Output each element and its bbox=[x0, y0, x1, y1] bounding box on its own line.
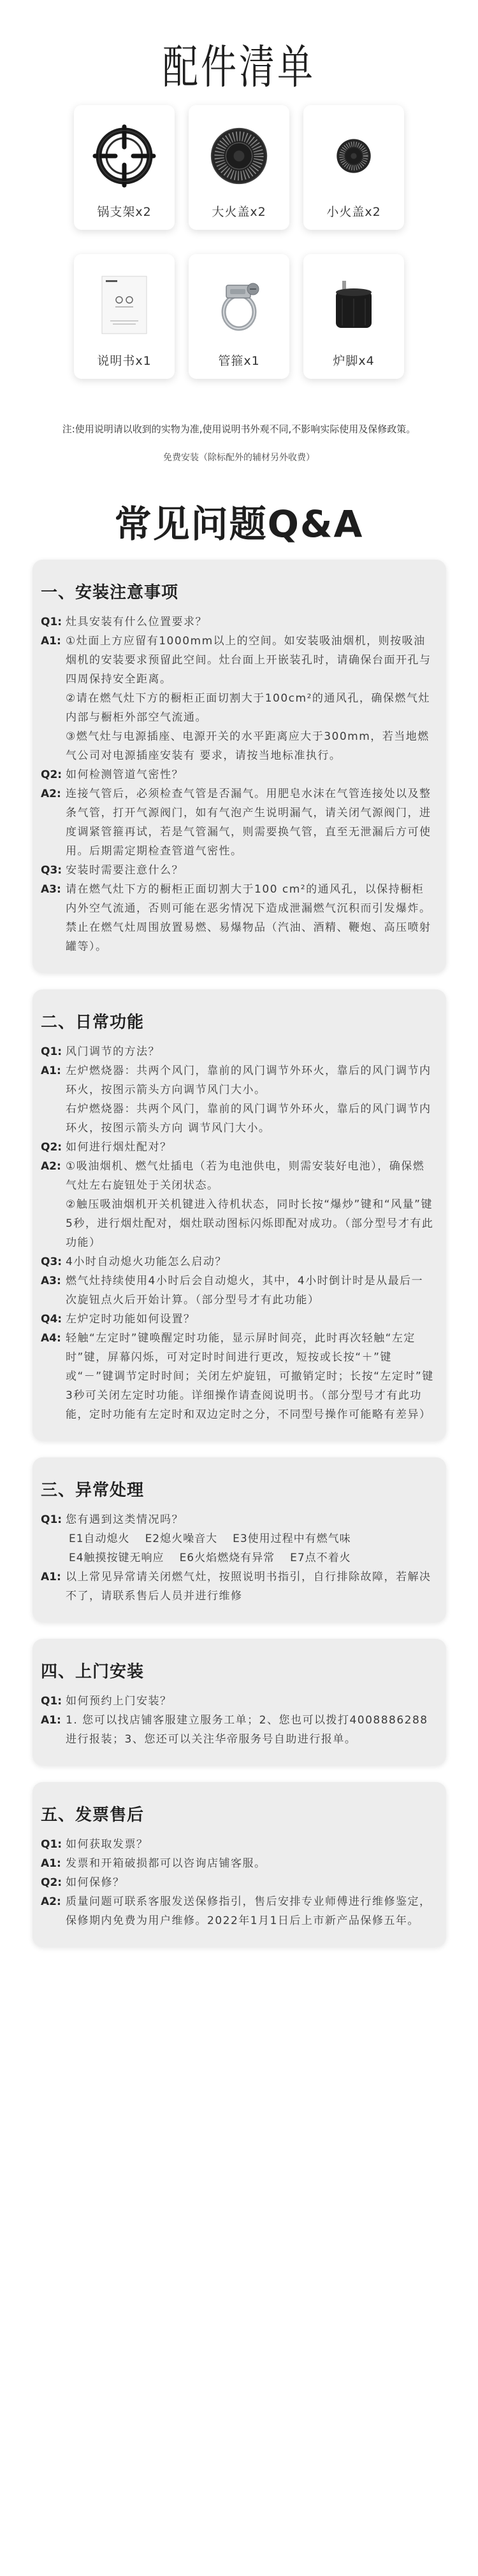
answer-paragraph: 燃气灶持续使用4小时后会自动熄火，其中，4小时倒计时是从最后一次旋钮点火后开始计算。（部分型号才有此功能） bbox=[66, 1275, 424, 1306]
answer-paragraph: 质量问题可联系客服发送保修指引，售后安排专业师傅进行维修鉴定，保修期内免费为用户维修。2022年1月1日后上市新产品保修五年。 bbox=[66, 1895, 431, 1927]
question-row bbox=[41, 1042, 435, 1061]
question-label: Q1: bbox=[41, 616, 62, 628]
accessory-grid bbox=[74, 105, 404, 379]
section-heading: 五、发票售后 bbox=[41, 1806, 145, 1825]
answer-label: A1: bbox=[41, 635, 61, 648]
question-label: Q1: bbox=[41, 1838, 62, 1851]
answer-paragraph: 轻触“左定时”键唤醒定时功能，显示屏时间亮，此时再次轻触“左定时”键，屏幕闪烁，可对定时时间进行更改，短按或长按“＋”键或“－”键调节定时时间；关闭左炉旋钮，可撤销定时；长按“左定时”键3秒可关闭左定时功能。详细操作请查阅说明书。（部分型号才有此功能，定时功能有左定时和双边定时之分，不同型号操作可能略有差异） bbox=[66, 1332, 434, 1421]
answer-paragraph: 禁止在燃气灶周围放置易燃、易爆物品（汽油、酒精、鞭炮、高压喷射罐等）。 bbox=[66, 921, 431, 953]
question-label: Q3: bbox=[41, 864, 62, 877]
answer-paragraph: ②请在燃气灶下方的橱柜正面切割大于100cm²的通风孔，确保燃气灶内部与橱柜外部空气流通。 bbox=[66, 692, 430, 724]
question-text: 安装时需要注意什么？ bbox=[66, 864, 184, 877]
error-code: E4触摸按键无响应 bbox=[69, 1552, 164, 1564]
answer-paragraph: 连接气管后，必须检查气管是否漏气。用肥皂水沫在气管连接处以及整条气管，打开气源阀门，如有气泡产生说明漏气，请关闭气源阀门，进度调紧管箍再试，若是气管漏气，则需要换气管，直至无泄漏后方可使用。后期需定期检查管道气密性。 bbox=[66, 788, 431, 858]
faq-section-daily-functions bbox=[33, 989, 446, 1441]
question-label: Q1: bbox=[41, 1513, 62, 1526]
faq-sections bbox=[33, 560, 446, 1964]
faq-section-troubleshooting bbox=[33, 1457, 446, 1622]
question-row bbox=[41, 765, 435, 784]
question-row bbox=[41, 861, 435, 880]
answer-row bbox=[41, 632, 435, 765]
question-row bbox=[41, 1692, 435, 1711]
section-heading: 四、上门安装 bbox=[41, 1662, 145, 1681]
question-row bbox=[41, 1835, 435, 1854]
question-row bbox=[41, 1252, 435, 1271]
answer-row bbox=[41, 1329, 435, 1424]
answer-row bbox=[41, 784, 435, 861]
accessory-card-hose-clamp bbox=[189, 254, 289, 379]
answer-label: A2: bbox=[41, 1895, 61, 1908]
hose-clamp-icon bbox=[189, 272, 289, 338]
accessory-card-pot-support bbox=[74, 105, 175, 230]
answer-paragraph: ③燃气灶与电源插座、电源开关的水平距离应大于300mm，若当地燃气公司对电源插座安装有 要求，请按当地标准执行。 bbox=[66, 730, 430, 762]
answer-paragraph: 1. 您可以找店铺客服建立服务工单；2、您也可以拨打4008886288进行报装；3、您还可以关注华帝服务号自助进行报单。 bbox=[66, 1714, 428, 1746]
answer-label: A4: bbox=[41, 1332, 61, 1345]
question-row bbox=[41, 1873, 435, 1892]
free-install-note: 免费安装（除标配外的辅材另外收费） bbox=[163, 453, 315, 463]
answer-label: A1: bbox=[41, 1065, 61, 1077]
answer-row bbox=[41, 1061, 435, 1138]
accessory-label: 锅支架x2 bbox=[97, 205, 152, 219]
answer-label: A2: bbox=[41, 788, 61, 800]
answer-paragraph: 右炉燃烧器：共两个风门，靠前的风门调节外环火，靠后的风门调节内环火，按图示箭头方向 调节风门大小。 bbox=[66, 1103, 431, 1135]
answer-paragraph: 以上常见异常请关闭燃气灶，按照说明书指引，自行排除故障，若解决不了，请联系售后人员并进行维修 bbox=[66, 1571, 431, 1603]
question-text: 如何检测管道气密性？ bbox=[66, 768, 184, 781]
answer-label: A1: bbox=[41, 1714, 61, 1727]
answer-row bbox=[41, 1157, 435, 1252]
answer-paragraph: 请在燃气灶下方的橱柜正面切割大于100 cm²的通风孔，以保持橱柜内外空气流通，否则可能在恶劣情况下造成泄漏燃气沉积而引发爆炸。 bbox=[66, 883, 431, 915]
question-label: Q1: bbox=[41, 1045, 62, 1058]
answer-label: A3: bbox=[41, 883, 61, 896]
question-label: Q2: bbox=[41, 768, 62, 781]
question-label: Q2: bbox=[41, 1876, 62, 1889]
faq-title: 常见问题Q&A bbox=[114, 502, 364, 546]
error-code: E2熄火噪音大 bbox=[145, 1532, 218, 1545]
pot-support-icon bbox=[74, 123, 175, 189]
section-heading: 一、安装注意事项 bbox=[41, 583, 179, 602]
question-text: 4小时自动熄火功能怎么启动？ bbox=[66, 1256, 227, 1268]
question-text: 您有遇到这类情况吗？ bbox=[66, 1513, 184, 1526]
question-label: Q4: bbox=[41, 1313, 62, 1326]
answer-paragraph: ①吸油烟机、燃气灶插电（若为电池供电，则需安装好电池），确保燃气灶左右旋钮处于关闭状态。 bbox=[66, 1160, 425, 1192]
question-row bbox=[41, 1138, 435, 1157]
error-code-row bbox=[69, 1548, 435, 1568]
answer-paragraph: ②触压吸油烟机开关机键进入待机状态，同时长按“爆炒”键和“风量”键5秒，进行烟灶配对，烟灶联动图标闪烁即配对成功。（部分型号才有此功能） bbox=[66, 1198, 434, 1249]
accessory-label: 炉脚x4 bbox=[333, 354, 375, 368]
question-label: Q3: bbox=[41, 1256, 62, 1268]
answer-label: A1: bbox=[41, 1571, 61, 1583]
question-row bbox=[41, 612, 435, 632]
error-code: E1自动熄火 bbox=[69, 1532, 130, 1545]
accessory-label: 说明书x1 bbox=[97, 354, 152, 368]
question-text: 如何获取发票？ bbox=[66, 1838, 148, 1851]
answer-row bbox=[41, 1271, 435, 1310]
answer-label: A3: bbox=[41, 1275, 61, 1287]
answer-label: A1: bbox=[41, 1857, 61, 1870]
question-text: 如何保修？ bbox=[66, 1876, 125, 1889]
question-text: 风门调节的方法？ bbox=[66, 1045, 160, 1058]
answer-paragraph: 发票和开箱破损都可以咨询店铺客服。 bbox=[66, 1857, 266, 1870]
answer-row bbox=[41, 880, 435, 956]
section-heading: 三、异常处理 bbox=[41, 1481, 145, 1500]
faq-section-home-installation bbox=[33, 1639, 446, 1766]
error-code-row bbox=[69, 1529, 435, 1548]
manual-icon bbox=[74, 272, 175, 338]
answer-paragraph: ①灶面上方应留有1000mm以上的空间。如安装吸油烟机，则按吸油烟机的安装要求预留此空间。灶台面上开嵌装孔时，请确保台面开孔与四周保持安全距离。 bbox=[66, 635, 431, 686]
faq-section-installation-notes bbox=[33, 560, 446, 973]
accessory-note: 注:使用说明请以收到的实物为准,使用说明书外观不同,不影响实际使用及保修政策。 bbox=[62, 423, 416, 435]
question-text: 左炉定时功能如何设置？ bbox=[66, 1313, 196, 1326]
question-label: Q1: bbox=[41, 1695, 62, 1708]
question-text: 灶具安装有什么位置要求？ bbox=[66, 616, 207, 628]
small-burner-cap-icon bbox=[303, 123, 404, 189]
error-code: E3使用过程中有燃气味 bbox=[233, 1532, 351, 1545]
error-code: E7点不着火 bbox=[290, 1552, 351, 1564]
error-code: E6火焰燃烧有异常 bbox=[179, 1552, 275, 1564]
accessory-card-stove-foot bbox=[303, 254, 404, 379]
accessory-card-manual bbox=[74, 254, 175, 379]
answer-row bbox=[41, 1892, 435, 1930]
accessory-label: 小火盖x2 bbox=[326, 205, 381, 219]
answer-row bbox=[41, 1568, 435, 1606]
stove-foot-icon bbox=[303, 272, 404, 338]
answer-row bbox=[41, 1854, 435, 1873]
accessory-card-small-burner-cap bbox=[303, 105, 404, 230]
question-text: 如何预约上门安装？ bbox=[66, 1695, 172, 1708]
accessory-list-title: 配件清单 bbox=[163, 41, 315, 95]
accessory-label: 大火盖x2 bbox=[212, 205, 266, 219]
faq-section-invoice-after-sales bbox=[33, 1782, 446, 1947]
question-row bbox=[41, 1510, 435, 1529]
answer-row bbox=[41, 1711, 435, 1749]
answer-label: A2: bbox=[41, 1160, 61, 1173]
error-code-list bbox=[41, 1529, 435, 1568]
large-burner-cap-icon bbox=[189, 123, 289, 189]
accessory-label: 管箍x1 bbox=[218, 354, 260, 368]
question-label: Q2: bbox=[41, 1141, 62, 1154]
section-heading: 二、日常功能 bbox=[41, 1013, 145, 1032]
answer-paragraph: 左炉燃烧器：共两个风门，靠前的风门调节外环火，靠后的风门调节内环火，按图示箭头方向调节风门大小。 bbox=[66, 1065, 431, 1096]
question-text: 如何进行烟灶配对？ bbox=[66, 1141, 172, 1154]
accessory-card-large-burner-cap bbox=[189, 105, 289, 230]
question-row bbox=[41, 1310, 435, 1329]
